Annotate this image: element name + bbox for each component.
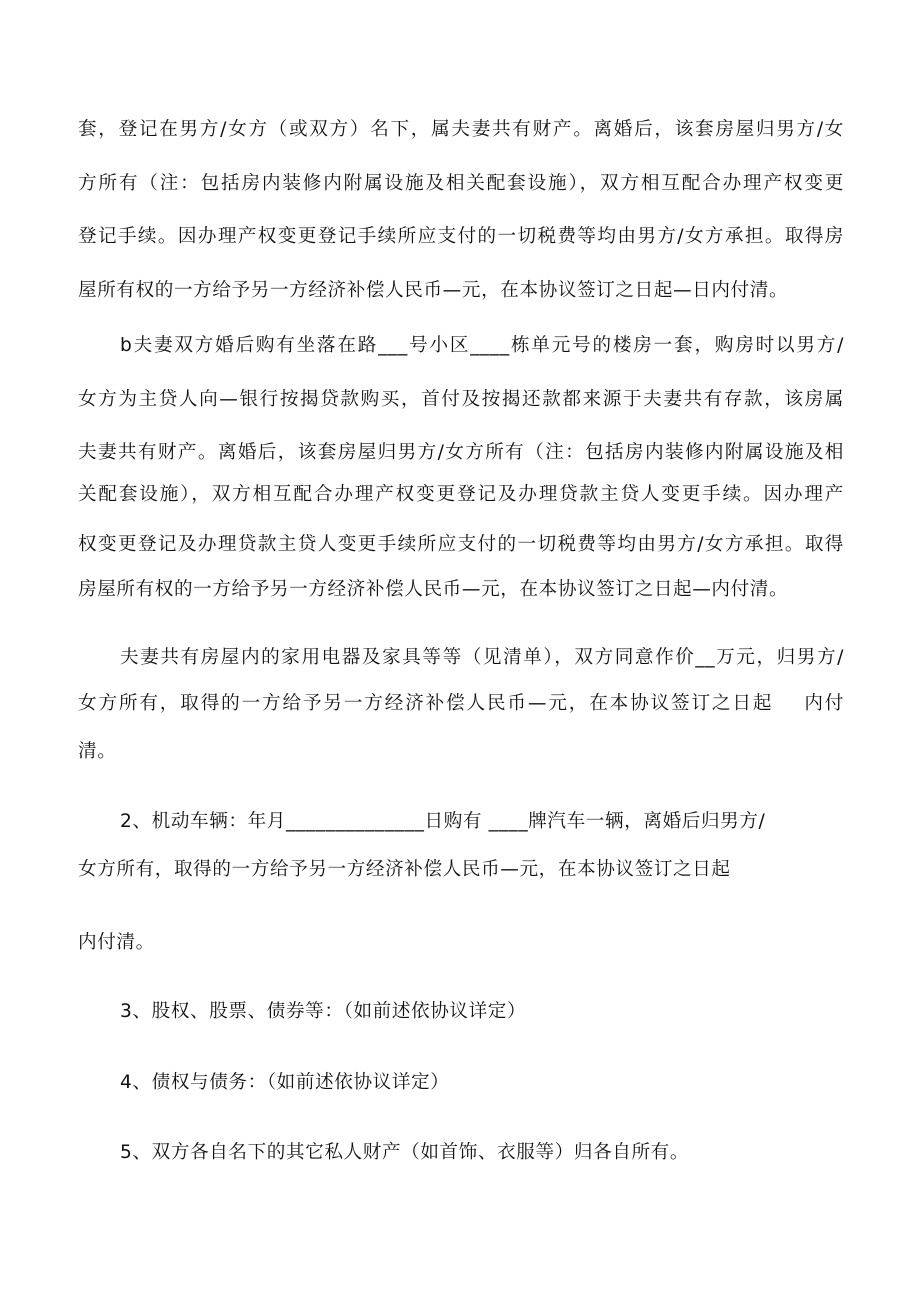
text-line: 登记手续。因办理产权变更登记手续所应支付的一切税费等均由男方/女方承担。取得房 <box>78 226 844 247</box>
text-line: 关配套设施），双方相互配合办理产权变更登记及办理贷款主贷人变更手续。因办理产 <box>78 484 844 505</box>
text-line: 清。 <box>78 741 117 762</box>
text-line: 内付清。 <box>78 932 155 953</box>
text-line: 女方所有，取得的一方给予另一方经济补偿人民币—元，在本协议签订之日起 内付 <box>78 693 844 714</box>
text-line: 女方所有，取得的一方给予另一方经济补偿人民币—元，在本协议签订之日起 <box>78 859 731 880</box>
text-line: 女方为主贷人向—银行按揭贷款购买，首付及按揭还款都来源于夫妻共有存款，该房属 <box>78 389 844 410</box>
item-personal-property: 5、双方各自名下的其它私人财产（如首饰、衣服等）归各自所有。 <box>120 1142 690 1163</box>
text-line: 套，登记在男方/女方（或双方）名下，属夫妻共有财产。离婚后，该套房屋归男方/女 <box>78 119 844 140</box>
text-line: 权变更登记及办理贷款主贷人变更手续所应支付的一切税费等均由男方/女方承担。取得 <box>78 534 844 555</box>
text-line: 夫妻共有房屋内的家用电器及家具等等（见清单），双方同意作价__万元，归男方/ <box>120 647 844 668</box>
text-line: 夫妻共有财产。离婚后，该套房屋归男方/女方所有（注：包括房内装修内附属设施及相 <box>78 442 844 463</box>
text-line: 方所有（注：包括房内装修内附属设施及相关配套设施），双方相互配合办理产权变更 <box>78 173 844 194</box>
item-stocks-bonds: 3、股权、股票、债券等：（如前述依协议详定） <box>120 1001 527 1022</box>
text-line: b夫妻双方婚后购有坐落在路___号小区____栋单元号的楼房一套，购房时以男方/ <box>120 335 844 356</box>
text-line: 2、机动车辆：年月______________日购有 ____牌汽车一辆，离婚后归男方/ <box>120 811 766 832</box>
text-line: 屋所有权的一方给予另一方经济补偿人民币—元，在本协议签订之日起—日内付清。 <box>78 280 789 301</box>
item-claims-debts: 4、债权与债务：（如前述依协议详定） <box>120 1072 450 1093</box>
text-line: 房屋所有权的一方给予另一方经济补偿人民币—元，在本协议签订之日起—内付清。 <box>78 579 789 600</box>
